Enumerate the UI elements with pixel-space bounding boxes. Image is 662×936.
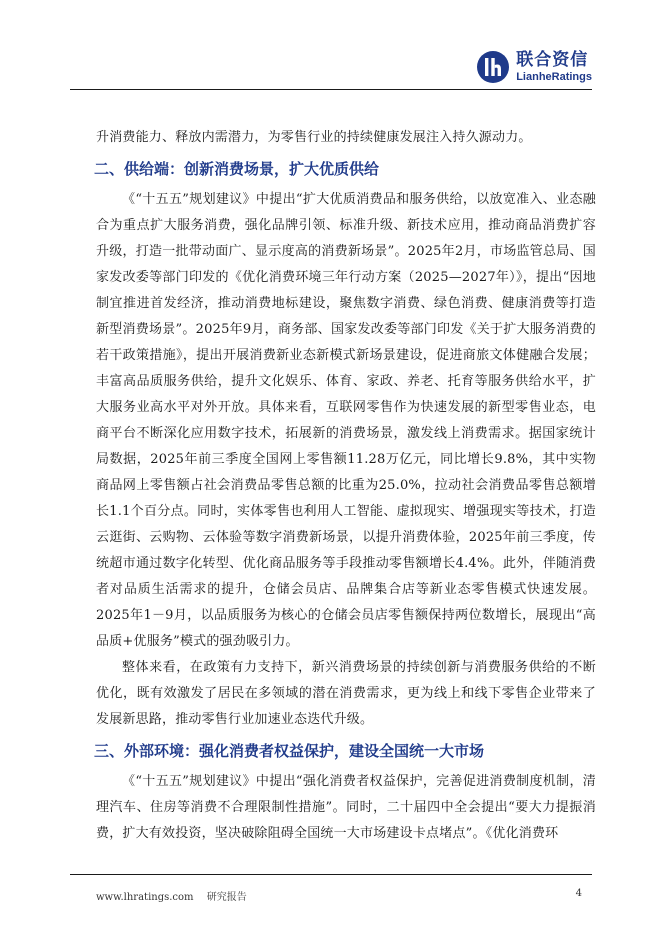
logo-english-name: LianheRatings — [516, 70, 592, 83]
lianhe-logo-icon — [476, 50, 510, 84]
section-2-heading: 二、供给端：创新消费场景，扩大优质供给 — [94, 160, 380, 178]
section-2-paragraph-2: 整体来看，在政策有力支持下，新兴消费场景的持续创新与消费服务供给的不断优化，既有效激发了居民在多领域的潜在消费需求，更为线上和线下零售企业带来了发展新思路，推动零售行业加速业态迭代升级。 — [96, 660, 596, 727]
page-footer — [96, 888, 582, 903]
footer-left — [96, 888, 247, 903]
header-divider — [70, 89, 592, 90]
footer-divider — [70, 874, 592, 875]
footer-doc-type: 研究报告 — [206, 892, 247, 903]
company-logo — [476, 50, 592, 84]
logo-wordmark — [516, 49, 592, 83]
intro-paragraph: 升消费能力、释放内需潜力，为零售行业的持续健康发展注入持久源动力。 — [96, 130, 532, 145]
section-2-paragraph-1: 《“十五五”规划建议》中提出“扩大优质消费品和服务供给，以放宽准入、业态融合为重点扩大服务消费，强化品牌引领、标准升级、新技术应用，推动商品消费扩容升级，打造一批带动面广、显示度高的消费新场景”。2025年2月，市场监管总局、国家发改委等部门印发的《优化消费环境三年行动方案（2025—2027年）》，提出“因地制宜推进首发经济，推动消费地标建设，聚焦数字消费、绿色消费、健康消费等打造新型消费场景”。2025年9月，商务部、国家发改委等部门印发《关于扩大服务消费的若干政策措施》，提出开展消费新业态新模式新场景建设，促进商旅文体健融合发展；丰富高品质服务供给，提升文化娱乐、体育、家政、养老、托育等服务供给水平，扩大服务业高水平对外开放。具体来看，互联网零售作为快速发展的新型零售业态，电商平台不断深化应用数字技术，拓展新的消费场景，激发线上消费需求。据国家统计局数据，2025年前三季度全国网上零售额11.28万亿元，同比增长9.8%，其中实物商品网上零售额占社会消费品零售总额的比重为25.0%，拉动社会消费品零售总额增长1.1个百分点。同时，实体零售也利用人工智能、虚拟现实、增强现实等技术，打造云逛街、云购物、云体验等数字消费新场景，以提升消费体验，2025年前三季度，传统超市通过数字化转型、优化商品服务等手段推动零售额增长4.4%。此外，伴随消费者对品质生活需求的提升，仓储会员店、品牌集合店等新业态零售模式快速发展。2025年1－9月，以品质服务为核心的仓储会员店零售额保持两位数增长，展现出“高品质+优服务”模式的强劲吸引力。 — [96, 192, 596, 649]
logo-chinese-name: 联合资信 — [516, 49, 589, 70]
footer-website-link[interactable]: www.lhratings.com — [96, 892, 194, 903]
page-number: 4 — [575, 888, 582, 899]
section-3-heading: 三、外部环境：强化消费者权益保护，建设全国统一大市场 — [94, 742, 485, 760]
section-3-paragraph-1: 《“十五五”规划建议》中提出“强化消费者权益保护，完善促进消费制度机制，清理汽车、住房等消费不合理限制性措施”。同时，二十届四中全会提出“要大力提振消费，扩大有效投资，坚决破除阻碍全国统一大市场建设卡点堵点”。《优化消费环 — [96, 774, 596, 841]
page-header — [0, 0, 662, 110]
main-content — [96, 125, 596, 847]
